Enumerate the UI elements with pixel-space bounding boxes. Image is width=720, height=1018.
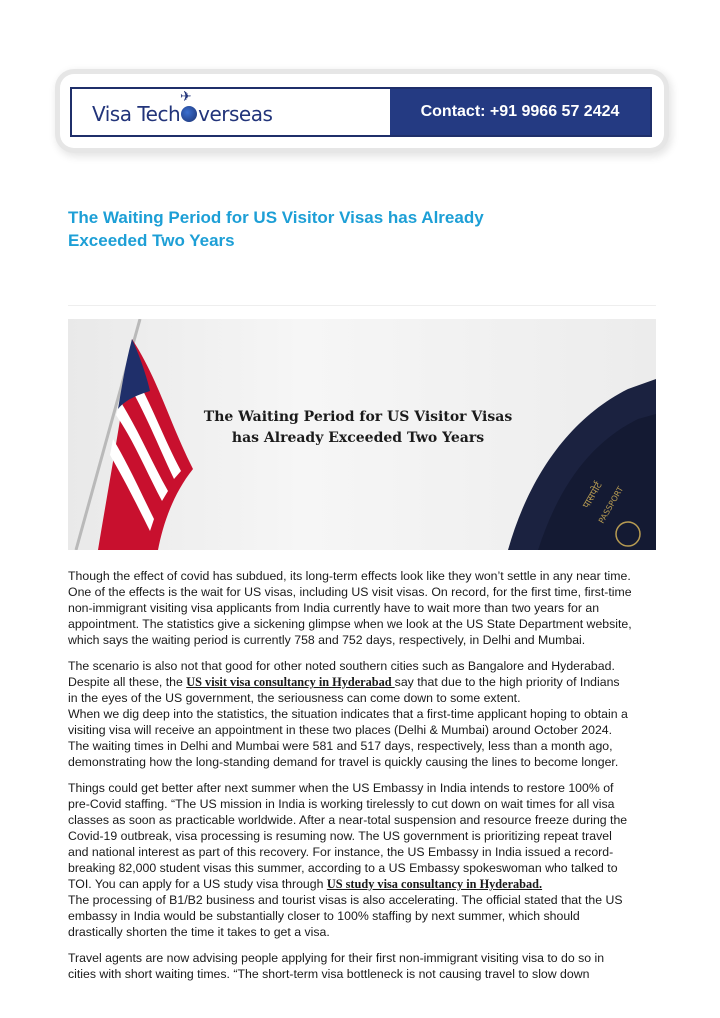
p2-text-after-link: say that due to the high priority of Indians (394, 675, 620, 689)
hero-caption (188, 407, 528, 449)
contact-phone: Contact: +91 9966 57 2424 (420, 103, 620, 120)
svg-text:पासपोर्ट: पासपोर्ट (581, 480, 605, 511)
p2-line: visiting visa will receive an appointment in these two places (Delhi & Mumbai) around October 2024. (68, 723, 613, 737)
logo-area (72, 89, 390, 135)
p2-line-with-link (68, 674, 658, 690)
p1-line: One of the effects is the wait for US visas, including US visit visas. On record, for the first time, first-time (68, 585, 632, 599)
paragraph-2 (68, 658, 658, 770)
p2-line: in the eyes of the US government, the seriousness can come down to some extent. (68, 691, 521, 705)
svg-text:PASSPORT: PASSPORT (596, 485, 626, 525)
passport-icon (508, 379, 656, 550)
hero-caption-line2: has Already Exceeded Two Years (231, 430, 485, 446)
p3-line: breaking 82,000 student visas this summer, according to a US Embassy spokeswoman who talked to (68, 861, 618, 875)
article-body (68, 568, 658, 992)
contact-area (390, 89, 650, 135)
p2-text-before-link: Despite all these, the (68, 675, 187, 689)
p4-line: Travel agents are now advising people applying for their first non-immigrant visiting visa to do so in (68, 951, 605, 965)
p1-line: which says the waiting period is currently 758 and 752 days, respectively, in Delhi and Mumbai. (68, 633, 586, 647)
p3-line: Covid-19 outbreak, visa processing is resuming now. The US government is prioritizing repeat travel (68, 829, 612, 843)
p3-line: Things could get better after next summer when the US Embassy in India intends to restore 100% of (68, 781, 614, 795)
p3-line: drastically shorten the time it takes to get a visa. (68, 925, 330, 939)
p3-line: embassy in India would be substantially closer to 100% staffing by next summer, which should (68, 909, 580, 923)
p2-line: The scenario is also not that good for other noted southern cities such as Bangalore and Hyderabad. (68, 659, 615, 673)
paragraph-3 (68, 780, 658, 940)
logo-text-visa-tech: Visa Tech (92, 102, 181, 126)
article-title-line2: Exceeded Two Years (68, 231, 235, 250)
divider (68, 305, 656, 306)
p2-line: demonstrating how the long-standing demand for travel is quickly causing the lines to become longer. (68, 755, 619, 769)
p1-line: non-immigrant visiting visa applicants from India currently have to wait more than two years for an (68, 601, 600, 615)
p4-line: cities with short waiting times. “The short-term visa bottleneck is not causing travel to slow down (68, 967, 590, 981)
globe-icon (181, 106, 197, 122)
p3-text-before-link: TOI. You can apply for a US study visa through (68, 877, 327, 891)
us-study-visa-consultancy-link[interactable]: US study visa consultancy in Hyderabad. (326, 877, 543, 891)
paragraph-1 (68, 568, 658, 648)
p1-line: appointment. The statistics give a sickening glimpse when we look at the US State Department website, (68, 617, 632, 631)
logo-text-overseas: verseas (198, 102, 273, 126)
paragraph-4 (68, 950, 658, 982)
p1-line: Though the effect of covid has subdued, its long-term effects look like they won’t settle in any near time. (68, 569, 631, 583)
hero-image (68, 319, 656, 550)
us-visit-visa-consultancy-link[interactable]: US visit visa consultancy in Hyderabad (186, 675, 395, 689)
airplane-icon: ✈ (180, 89, 192, 105)
p3-line-with-link (68, 876, 658, 892)
p3-line: classes as soon as practicable worldwide. After a near-total suspension and resource freeze during the (68, 813, 628, 827)
company-logo (92, 89, 273, 131)
article-title (68, 206, 628, 252)
hero-caption-line1: The Waiting Period for US Visitor Visas (203, 409, 513, 425)
p3-line: The processing of B1/B2 business and tourist visas is also accelerating. The official stated that the US (68, 893, 623, 907)
p3-line: and national interest as part of this recovery. For instance, the US Embassy in India issued a record- (68, 845, 614, 859)
article-title-line1: The Waiting Period for US Visitor Visas has Already (68, 208, 484, 227)
p2-line: The waiting times in Delhi and Mumbai were 581 and 517 days, respectively, less than a month ago, (68, 739, 613, 753)
p3-line: pre-Covid staffing. “The US mission in India is working tirelessly to cut down on wait times for all visa (68, 797, 615, 811)
us-flag-icon (98, 339, 193, 550)
p2-line: When we dig deep into the statistics, the situation indicates that a first-time applicant hoping to obtain a (68, 707, 628, 721)
header-banner (70, 87, 652, 137)
